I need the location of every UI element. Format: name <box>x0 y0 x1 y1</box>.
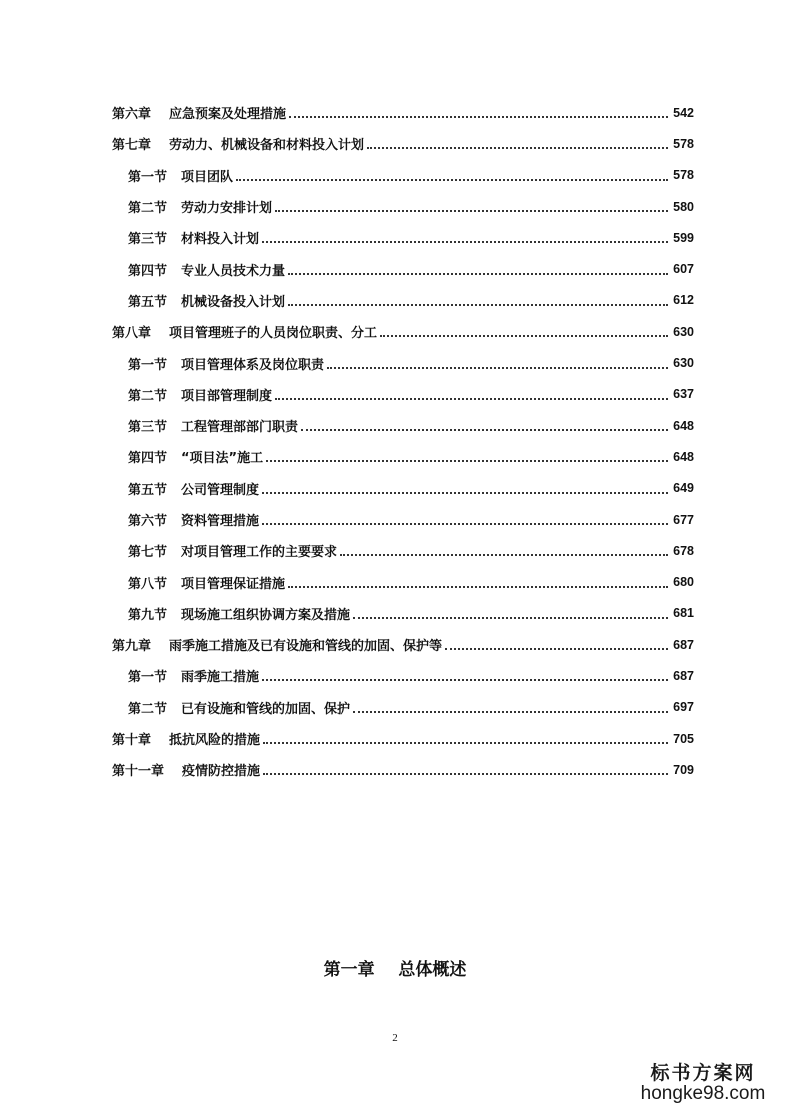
toc-entry[interactable] <box>0 692 790 723</box>
table-of-contents <box>0 97 790 786</box>
toc-entry[interactable] <box>0 97 790 128</box>
toc-entry-number: 第二节 <box>128 201 168 217</box>
toc-entry-page: 697 <box>673 700 694 715</box>
toc-entry-page: 578 <box>673 136 694 151</box>
toc-entry[interactable] <box>0 222 790 253</box>
toc-leader-dots <box>262 678 668 681</box>
toc-entry-page: 705 <box>673 731 694 746</box>
toc-entry-page: 637 <box>673 387 694 402</box>
toc-leader-dots <box>266 459 668 462</box>
toc-leader-dots <box>340 553 668 556</box>
toc-entry-page: 709 <box>673 762 694 777</box>
toc-leader-dots <box>262 491 668 494</box>
toc-entry[interactable] <box>0 347 790 378</box>
toc-entry-page: 607 <box>673 262 694 277</box>
toc-entry[interactable] <box>0 504 790 535</box>
toc-entry[interactable] <box>0 723 790 754</box>
toc-entry-number: 第七章 <box>112 138 152 154</box>
toc-entry-title: 雨季施工措施 <box>181 670 260 686</box>
toc-entry[interactable] <box>0 598 790 629</box>
toc-leader-dots <box>263 741 668 744</box>
toc-leader-dots <box>288 303 668 306</box>
chapter-heading: 第一章 总体概述 <box>323 960 467 980</box>
toc-entry-number: 第一节 <box>128 357 168 373</box>
toc-entry[interactable] <box>0 566 790 597</box>
toc-entry[interactable] <box>0 316 790 347</box>
toc-leader-dots <box>262 522 668 525</box>
toc-entry-page: 648 <box>673 449 694 464</box>
toc-leader-dots <box>288 272 668 275</box>
toc-entry[interactable] <box>0 754 790 785</box>
toc-leader-dots <box>263 772 668 775</box>
toc-entry-page: 599 <box>673 230 694 245</box>
toc-entry-page: 648 <box>673 418 694 433</box>
toc-entry-page: 649 <box>673 481 694 496</box>
toc-entry-number: 第十章 <box>112 733 152 749</box>
toc-entry-page: 542 <box>673 105 694 120</box>
toc-entry-number: 第九章 <box>112 639 152 655</box>
toc-leader-dots <box>262 240 668 243</box>
toc-entry-page: 578 <box>673 168 694 183</box>
toc-entry-title: 资料管理措施 <box>181 514 260 529</box>
toc-entry-page: 678 <box>673 543 694 558</box>
toc-entry[interactable] <box>0 285 790 316</box>
toc-leader-dots <box>380 334 668 337</box>
toc-entry[interactable] <box>0 473 790 504</box>
toc-entry-number: 第一节 <box>128 169 168 185</box>
toc-leader-dots <box>445 647 668 650</box>
toc-entry-number: 第一节 <box>128 670 168 686</box>
toc-entry-page: 680 <box>673 575 694 590</box>
toc-entry-title: 项目团队 <box>181 169 234 185</box>
toc-entry-title: 工程管理部部门职责 <box>181 420 299 436</box>
toc-entry-title: 材料投入计划 <box>181 232 260 248</box>
toc-entry-title: 雨季施工措施及已有设施和管线的加固、保护等 <box>169 639 443 655</box>
toc-entry-page: 681 <box>673 606 694 621</box>
toc-leader-dots <box>353 710 668 713</box>
toc-leader-dots <box>301 428 668 431</box>
toc-entry-number: 第四节 <box>128 263 168 279</box>
toc-entry[interactable] <box>0 160 790 191</box>
toc-entry-page: 687 <box>673 668 694 683</box>
toc-leader-dots <box>275 397 668 400</box>
toc-entry[interactable] <box>0 128 790 159</box>
toc-entry[interactable] <box>0 253 790 284</box>
watermark-title: 标书方案网 <box>650 1062 756 1084</box>
toc-entry-number: 第六章 <box>112 107 152 123</box>
toc-entry-number: 第七节 <box>128 545 168 561</box>
toc-entry-number: 第四节 <box>128 451 168 467</box>
toc-entry-number: 第九节 <box>128 607 168 623</box>
toc-entry-page: 612 <box>673 293 694 308</box>
toc-entry-title: 公司管理制度 <box>181 482 260 498</box>
toc-entry-title: 专业人员技术力量 <box>181 263 286 279</box>
toc-entry-title: 项目管理班子的人员岗位职责、分工 <box>169 326 378 342</box>
toc-entry-number: 第十一章 <box>112 764 165 780</box>
toc-entry-number: 第六节 <box>128 514 168 529</box>
toc-entry[interactable] <box>0 629 790 660</box>
page-number: 2 <box>392 1032 398 1044</box>
toc-leader-dots <box>236 178 668 181</box>
toc-leader-dots <box>275 209 668 212</box>
toc-leader-dots <box>353 616 668 619</box>
watermark-url: hongke98.com <box>640 1083 766 1104</box>
toc-entry[interactable] <box>0 535 790 566</box>
toc-entry-page: 687 <box>673 637 694 652</box>
toc-entry-title: 项目管理体系及岗位职责 <box>181 357 325 373</box>
toc-entry-title: 已有设施和管线的加固、保护 <box>181 701 351 717</box>
toc-entry-number: 第八章 <box>112 326 152 342</box>
toc-entry-title: 项目部管理制度 <box>181 388 273 404</box>
toc-entry-page: 677 <box>673 512 694 527</box>
toc-entry-number: 第五节 <box>128 482 168 498</box>
toc-entry-title: 对项目管理工作的主要要求 <box>181 545 338 561</box>
toc-entry-title: “项目法”施工 <box>181 451 264 467</box>
toc-entry-title: 项目管理保证措施 <box>181 576 286 592</box>
toc-entry[interactable] <box>0 660 790 691</box>
toc-entry-page: 630 <box>673 356 694 371</box>
toc-entry-number: 第三节 <box>128 232 168 248</box>
toc-entry-title: 疫情防控措施 <box>182 764 261 780</box>
toc-entry[interactable] <box>0 441 790 472</box>
watermark <box>628 1058 778 1105</box>
toc-entry-title: 应急预案及处理措施 <box>169 107 287 123</box>
toc-entry-number: 第二节 <box>128 388 168 404</box>
toc-leader-dots <box>327 366 668 369</box>
toc-entry-number: 第三节 <box>128 420 168 436</box>
toc-entry-number: 第二节 <box>128 701 168 717</box>
toc-entry-title: 劳动力、机械设备和材料投入计划 <box>169 138 365 154</box>
toc-entry-number: 第五节 <box>128 294 168 310</box>
toc-entry[interactable] <box>0 379 790 410</box>
toc-entry-title: 抵抗风险的措施 <box>169 733 261 749</box>
toc-leader-dots <box>288 585 668 588</box>
toc-entry-page: 630 <box>673 324 694 339</box>
toc-entry-title: 机械设备投入计划 <box>181 294 286 310</box>
toc-entry-page: 580 <box>673 199 694 214</box>
toc-entry[interactable] <box>0 191 790 222</box>
toc-entry-number: 第八节 <box>128 576 168 592</box>
toc-leader-dots <box>289 115 668 118</box>
toc-entry-title: 劳动力安排计划 <box>181 201 273 217</box>
toc-leader-dots <box>367 146 668 149</box>
toc-entry[interactable] <box>0 410 790 441</box>
toc-entry-title: 现场施工组织协调方案及措施 <box>181 607 351 623</box>
